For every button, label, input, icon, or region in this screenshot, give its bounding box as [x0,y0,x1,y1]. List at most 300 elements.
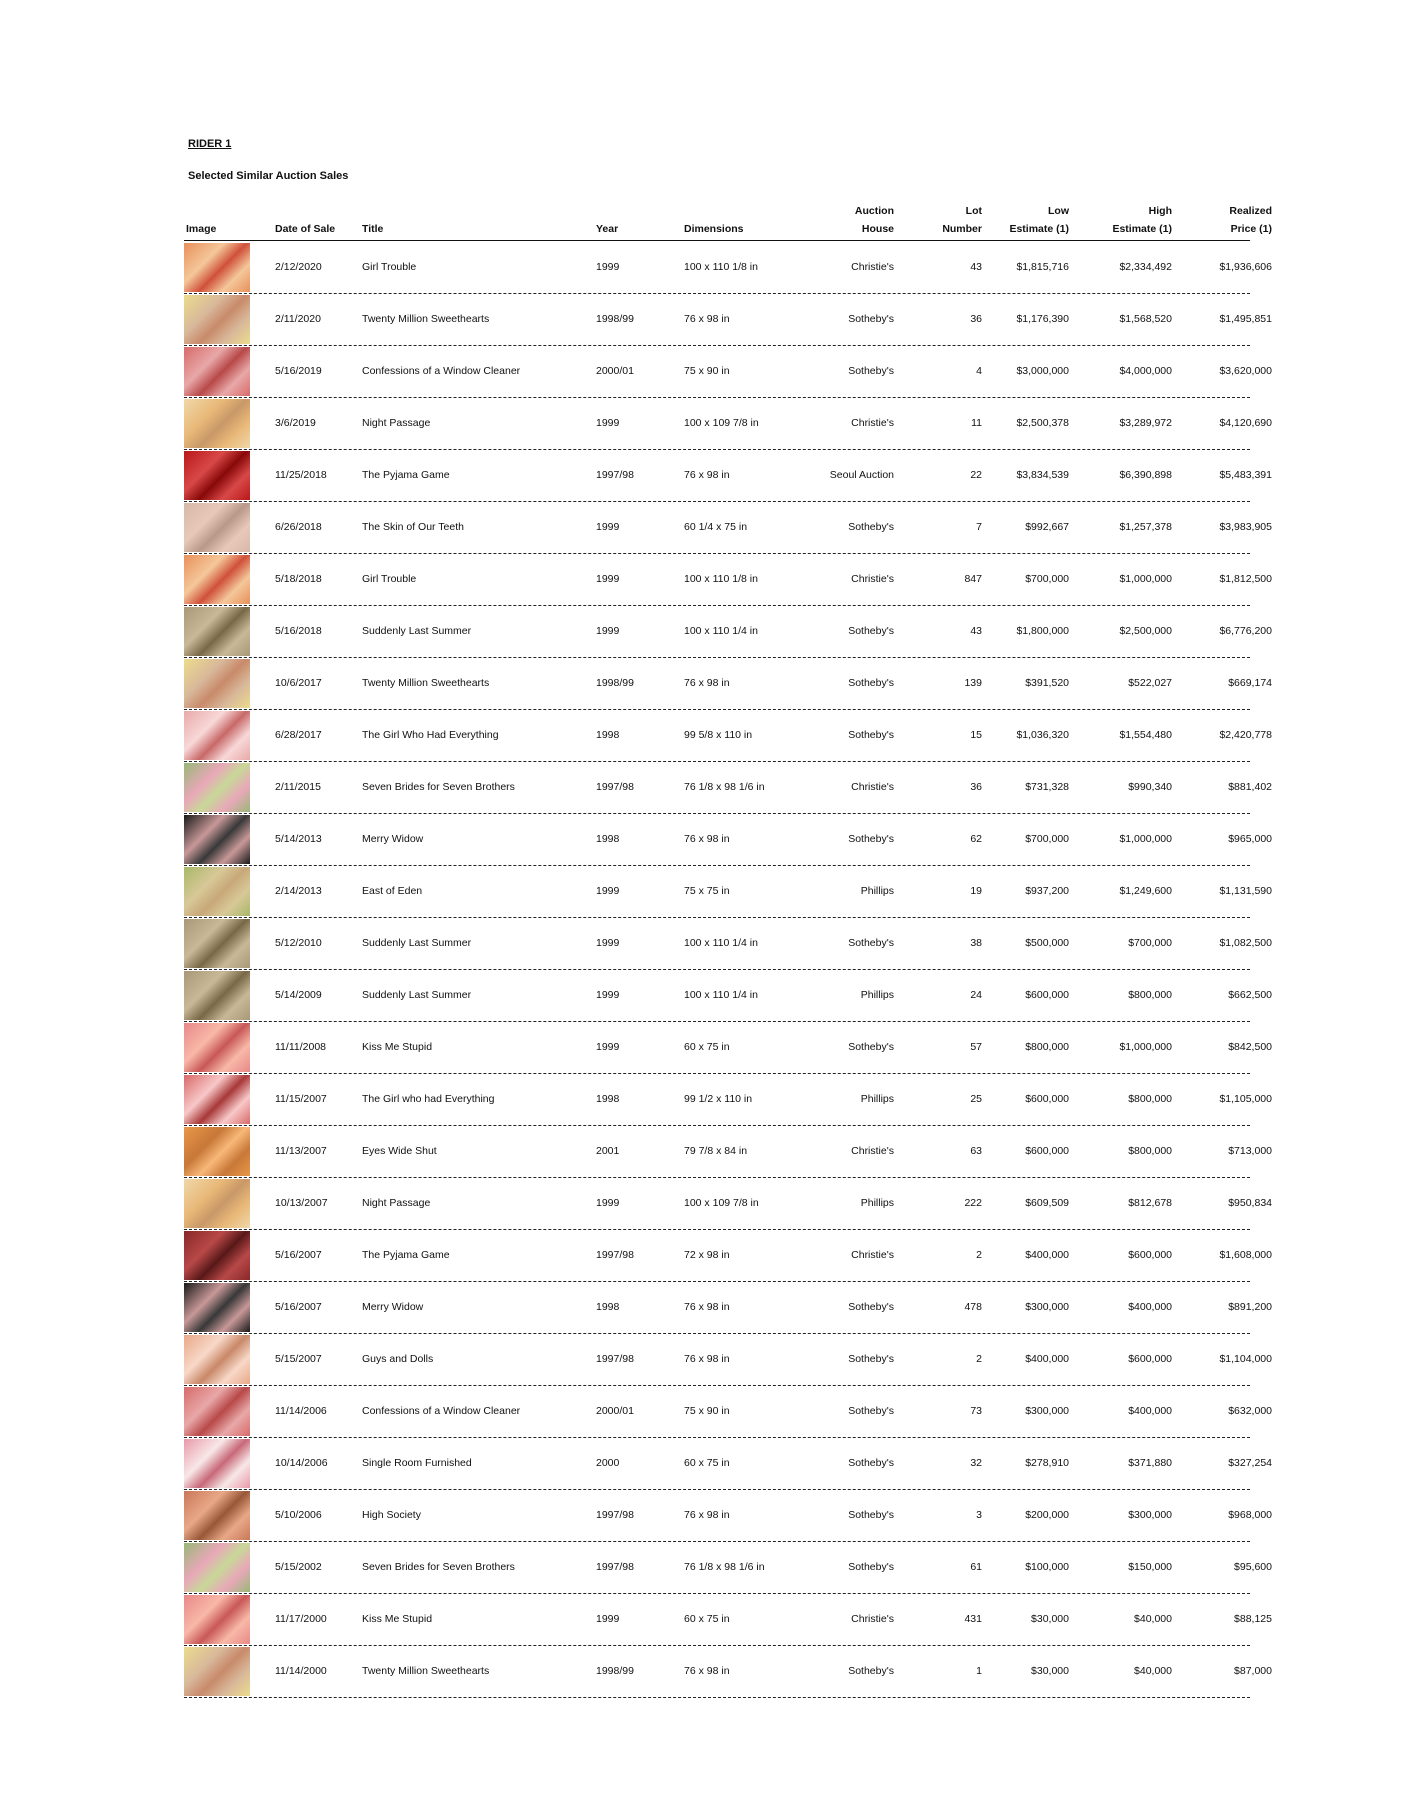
cell-lot: 61 [970,1561,982,1573]
cell-date: 11/13/2007 [275,1145,327,1157]
table-row [184,762,1272,814]
artwork-thumbnail [184,1023,250,1072]
artwork-thumbnail [184,1595,250,1644]
cell-title: Seven Brides for Seven Brothers [362,1561,515,1573]
cell-realized: $891,200 [1228,1301,1272,1313]
cell-high: $4,000,000 [1119,365,1172,377]
table-row [184,502,1272,554]
cell-house: Sotheby's [848,937,894,949]
cell-title: Kiss Me Stupid [362,1613,433,1625]
cell-date: 11/11/2008 [275,1041,326,1053]
artwork-thumbnail [184,1543,250,1592]
cell-date: 5/16/2007 [275,1301,322,1313]
cell-lot: 1 [976,1665,982,1677]
cell-low: $391,520 [1025,677,1069,689]
cell-low: $700,000 [1025,573,1069,585]
header-auction-line2: House [861,223,894,235]
cell-lot: 25 [970,1093,982,1105]
header-lot-line2: Number [942,223,982,235]
cell-date: 2/11/2020 [275,313,321,325]
cell-lot: 63 [970,1145,982,1157]
cell-year: 1999 [596,521,620,533]
artwork-thumbnail [184,347,250,396]
cell-dimensions: 76 x 98 in [684,313,730,325]
table-row [184,1334,1272,1386]
cell-house: Phillips [860,1093,894,1105]
cell-realized: $950,834 [1228,1197,1272,1209]
cell-high: $800,000 [1128,1145,1172,1157]
table-row [184,450,1272,502]
cell-high: $812,678 [1128,1197,1172,1209]
cell-realized: $4,120,690 [1219,417,1272,429]
cell-realized: $5,483,391 [1219,469,1272,481]
cell-lot: 11 [971,417,982,429]
cell-house: Sotheby's [848,521,894,533]
cell-high: $400,000 [1128,1301,1172,1313]
artwork-thumbnail [184,451,250,500]
cell-year: 1997/98 [596,1249,634,1261]
cell-year: 1998/99 [596,677,634,689]
header-title: Title [362,223,384,235]
cell-low: $400,000 [1025,1249,1069,1261]
cell-date: 5/16/2019 [275,365,322,377]
cell-date: 6/26/2018 [275,521,322,533]
cell-date: 11/25/2018 [275,469,327,481]
cell-realized: $1,495,851 [1219,313,1272,325]
cell-high: $800,000 [1128,1093,1172,1105]
artwork-thumbnail [184,815,250,864]
artwork-thumbnail [184,1647,250,1696]
cell-low: $1,815,716 [1016,261,1069,273]
cell-dimensions: 79 7/8 x 84 in [684,1145,748,1157]
cell-dimensions: 75 x 90 in [684,1405,730,1417]
cell-year: 1999 [596,1197,620,1209]
cell-high: $1,554,480 [1119,729,1172,741]
cell-dimensions: 100 x 110 1/4 in [684,989,758,1001]
cell-lot: 36 [970,781,982,793]
cell-high: $371,880 [1128,1457,1172,1469]
cell-realized: $669,174 [1228,677,1272,689]
cell-title: Single Room Furnished [362,1457,472,1469]
cell-house: Christie's [851,261,894,273]
cell-high: $1,249,600 [1119,885,1172,897]
cell-house: Phillips [860,1197,894,1209]
cell-title: Confessions of a Window Cleaner [362,365,521,377]
cell-low: $600,000 [1025,1093,1069,1105]
artwork-thumbnail [184,1387,250,1436]
table-row [184,658,1272,710]
cell-date: 2/12/2020 [275,261,322,273]
auction-sales-table [184,242,1272,1698]
cell-lot: 73 [970,1405,982,1417]
cell-dimensions: 100 x 110 1/8 in [684,573,758,585]
cell-high: $522,027 [1128,677,1172,689]
cell-date: 5/10/2006 [275,1509,322,1521]
cell-house: Christie's [851,573,894,585]
cell-date: 10/13/2007 [275,1197,328,1209]
cell-date: 11/14/2000 [275,1665,327,1677]
cell-realized: $6,776,200 [1219,625,1272,637]
cell-high: $150,000 [1128,1561,1172,1573]
artwork-thumbnail [184,711,250,760]
cell-dimensions: 76 x 98 in [684,833,730,845]
header-low-line2: Estimate (1) [1009,223,1069,235]
cell-year: 1999 [596,261,620,273]
cell-realized: $632,000 [1228,1405,1272,1417]
cell-realized: $1,104,000 [1219,1353,1272,1365]
cell-date: 5/12/2010 [275,937,322,949]
table-row [184,1282,1272,1334]
cell-high: $1,000,000 [1119,1041,1172,1053]
cell-high: $40,000 [1134,1613,1172,1625]
cell-low: $30,000 [1031,1665,1069,1677]
cell-lot: 2 [976,1249,982,1261]
cell-house: Sotheby's [848,729,894,741]
cell-dimensions: 76 x 98 in [684,1665,730,1677]
cell-realized: $3,620,000 [1219,365,1272,377]
cell-high: $3,289,972 [1119,417,1172,429]
cell-low: $278,910 [1025,1457,1069,1469]
cell-realized: $1,812,500 [1219,573,1272,585]
cell-lot: 15 [970,729,982,741]
cell-house: Sotheby's [848,677,894,689]
cell-date: 5/18/2018 [275,573,322,585]
cell-house: Seoul Auction [829,469,894,481]
artwork-thumbnail [184,295,250,344]
header-lot-number [904,202,982,238]
table-row [184,970,1272,1022]
cell-year: 1998 [596,729,620,741]
cell-dimensions: 60 x 75 in [684,1457,730,1469]
cell-date: 2/14/2013 [275,885,322,897]
cell-realized: $713,000 [1228,1145,1272,1157]
header-low-estimate [974,202,1069,238]
table-row [184,1386,1272,1438]
cell-house: Phillips [860,885,894,897]
cell-dimensions: 76 1/8 x 98 1/6 in [684,781,765,793]
cell-year: 1999 [596,417,620,429]
cell-date: 10/6/2017 [275,677,322,689]
cell-year: 2001 [596,1145,620,1157]
cell-year: 1999 [596,1041,620,1053]
table-row [184,1230,1272,1282]
cell-realized: $1,105,000 [1219,1093,1272,1105]
cell-dimensions: 76 x 98 in [684,677,730,689]
artwork-thumbnail [184,1491,250,1540]
cell-year: 1999 [596,1613,620,1625]
cell-realized: $95,600 [1234,1561,1272,1573]
cell-high: $1,257,378 [1119,521,1172,533]
artwork-thumbnail [184,1335,250,1384]
cell-low: $300,000 [1025,1405,1069,1417]
cell-title: Merry Widow [362,833,424,845]
cell-house: Christie's [851,1249,894,1261]
cell-year: 1998 [596,1093,620,1105]
cell-realized: $2,420,778 [1219,729,1272,741]
cell-house: Sotheby's [848,625,894,637]
cell-lot: 62 [970,833,982,845]
cell-low: $100,000 [1025,1561,1069,1573]
cell-year: 1999 [596,937,620,949]
cell-realized: $3,983,905 [1219,521,1272,533]
cell-high: $990,340 [1128,781,1172,793]
table-header [184,204,1272,241]
artwork-thumbnail [184,659,250,708]
cell-low: $600,000 [1025,1145,1069,1157]
cell-high: $6,390,898 [1119,469,1172,481]
cell-house: Sotheby's [848,833,894,845]
table-row [184,294,1272,346]
table-row [184,242,1272,294]
header-date: Date of Sale [275,223,336,235]
cell-dimensions: 100 x 110 1/4 in [684,625,758,637]
cell-dimensions: 75 x 75 in [684,885,730,897]
cell-title: Twenty Million Sweethearts [362,1665,490,1677]
cell-title: Girl Trouble [362,261,417,273]
cell-low: $800,000 [1025,1041,1069,1053]
cell-dimensions: 60 x 75 in [684,1041,730,1053]
header-image: Image [186,223,217,235]
cell-year: 2000/01 [596,365,634,377]
cell-dimensions: 75 x 90 in [684,365,730,377]
header-realized-line1: Realized [1229,205,1272,217]
header-year: Year [596,223,619,235]
cell-date: 5/15/2007 [275,1353,322,1365]
cell-title: Suddenly Last Summer [362,937,472,949]
cell-lot: 24 [970,989,982,1001]
cell-low: $1,800,000 [1016,625,1069,637]
cell-realized: $87,000 [1234,1665,1272,1677]
cell-title: Merry Widow [362,1301,424,1313]
cell-title: Night Passage [362,1197,431,1209]
header-lot-line1: Lot [965,205,982,217]
cell-year: 1998/99 [596,313,634,325]
cell-year: 1997/98 [596,1509,634,1521]
cell-date: 5/14/2009 [275,989,322,1001]
artwork-thumbnail [184,1127,250,1176]
cell-house: Christie's [851,1613,894,1625]
table-row [184,606,1272,658]
cell-title: Kiss Me Stupid [362,1041,433,1053]
cell-low: $200,000 [1025,1509,1069,1521]
cell-title: The Girl who had Everything [362,1093,495,1105]
cell-lot: 847 [964,573,982,585]
header-dimensions: Dimensions [684,223,744,235]
artwork-thumbnail [184,763,250,812]
cell-title: The Girl Who Had Everything [362,729,499,741]
cell-dimensions: 99 5/8 x 110 in [684,729,753,741]
header-realized-price [1174,202,1272,238]
table-row [184,1646,1272,1698]
cell-year: 1997/98 [596,1353,634,1365]
cell-year: 1997/98 [596,469,634,481]
cell-low: $937,200 [1025,885,1069,897]
table-row [184,1126,1272,1178]
cell-realized: $662,500 [1228,989,1272,1001]
cell-lot: 431 [964,1613,982,1625]
cell-lot: 139 [964,677,982,689]
table-row [184,918,1272,970]
header-auction-house [794,202,894,238]
cell-year: 1998 [596,833,620,845]
cell-low: $731,328 [1025,781,1069,793]
cell-dimensions: 100 x 109 7/8 in [684,417,759,429]
cell-house: Sotheby's [848,1665,894,1677]
cell-year: 2000 [596,1457,620,1469]
cell-year: 1998/99 [596,1665,634,1677]
cell-high: $400,000 [1128,1405,1172,1417]
cell-date: 2/11/2015 [275,781,321,793]
cell-low: $500,000 [1025,937,1069,949]
cell-lot: 43 [970,625,982,637]
cell-dimensions: 100 x 110 1/8 in [684,261,758,273]
cell-title: East of Eden [362,885,423,897]
header-high-estimate [1074,202,1172,238]
cell-title: Suddenly Last Summer [362,625,472,637]
cell-realized: $968,000 [1228,1509,1272,1521]
cell-dimensions: 99 1/2 x 110 in [684,1093,753,1105]
artwork-thumbnail [184,555,250,604]
artwork-thumbnail [184,503,250,552]
cell-realized: $1,608,000 [1219,1249,1272,1261]
artwork-thumbnail [184,867,250,916]
cell-realized: $1,082,500 [1219,937,1272,949]
cell-title: Twenty Million Sweethearts [362,313,490,325]
cell-title: Seven Brides for Seven Brothers [362,781,515,793]
cell-title: Twenty Million Sweethearts [362,677,490,689]
cell-house: Sotheby's [848,1561,894,1573]
cell-high: $800,000 [1128,989,1172,1001]
cell-high: $700,000 [1128,937,1172,949]
cell-dimensions: 60 x 75 in [684,1613,730,1625]
table-row [184,814,1272,866]
cell-low: $300,000 [1025,1301,1069,1313]
cell-dimensions: 76 x 98 in [684,1301,730,1313]
cell-lot: 36 [970,313,982,325]
cell-house: Sotheby's [848,1353,894,1365]
cell-high: $1,000,000 [1119,833,1172,845]
cell-title: The Pyjama Game [362,1249,450,1261]
cell-high: $300,000 [1128,1509,1172,1521]
cell-house: Sotheby's [848,1041,894,1053]
cell-date: 5/16/2007 [275,1249,322,1261]
cell-year: 1997/98 [596,1561,634,1573]
cell-dimensions: 76 x 98 in [684,1353,730,1365]
cell-high: $600,000 [1128,1353,1172,1365]
cell-date: 11/17/2000 [275,1613,327,1625]
cell-title: Girl Trouble [362,573,417,585]
table-row [184,1438,1272,1490]
cell-lot: 57 [970,1041,982,1053]
cell-title: The Skin of Our Teeth [362,521,464,533]
cell-year: 1999 [596,989,620,1001]
table-subtitle: Selected Similar Auction Sales [188,170,349,182]
cell-house: Sotheby's [848,1457,894,1469]
table-row [184,554,1272,606]
cell-low: $1,176,390 [1016,313,1069,325]
cell-low: $1,036,320 [1016,729,1069,741]
cell-realized: $881,402 [1228,781,1272,793]
cell-low: $400,000 [1025,1353,1069,1365]
cell-realized: $327,254 [1228,1457,1272,1469]
cell-dimensions: 76 1/8 x 98 1/6 in [684,1561,765,1573]
cell-realized: $1,131,590 [1219,885,1272,897]
cell-year: 1999 [596,573,620,585]
cell-lot: 478 [964,1301,982,1313]
artwork-thumbnail [184,971,250,1020]
artwork-thumbnail [184,1179,250,1228]
cell-title: Confessions of a Window Cleaner [362,1405,521,1417]
cell-realized: $88,125 [1234,1613,1272,1625]
artwork-thumbnail [184,1231,250,1280]
cell-date: 5/16/2018 [275,625,322,637]
cell-lot: 3 [976,1509,982,1521]
cell-title: High Society [362,1509,421,1521]
cell-title: The Pyjama Game [362,469,450,481]
table-row [184,398,1272,450]
cell-low: $600,000 [1025,989,1069,1001]
cell-year: 1997/98 [596,781,634,793]
rider-heading: RIDER 1 [188,138,232,150]
cell-low: $609,509 [1025,1197,1069,1209]
cell-house: Sotheby's [848,313,894,325]
cell-realized: $965,000 [1228,833,1272,845]
table-row [184,710,1272,762]
cell-dimensions: 76 x 98 in [684,469,730,481]
cell-high: $1,000,000 [1119,573,1172,585]
cell-date: 6/28/2017 [275,729,322,741]
cell-house: Sotheby's [848,1509,894,1521]
cell-lot: 2 [976,1353,982,1365]
header-auction-line1: Auction [854,205,894,217]
cell-lot: 38 [970,937,982,949]
cell-dimensions: 100 x 109 7/8 in [684,1197,759,1209]
cell-date: 5/15/2002 [275,1561,322,1573]
cell-low: $30,000 [1031,1613,1069,1625]
cell-realized: $1,936,606 [1219,261,1272,273]
table-row [184,1490,1272,1542]
cell-title: Suddenly Last Summer [362,989,472,1001]
cell-low: $700,000 [1025,833,1069,845]
table-row [184,866,1272,918]
header-high-line1: High [1148,205,1172,217]
cell-low: $2,500,378 [1016,417,1069,429]
cell-title: Night Passage [362,417,431,429]
cell-lot: 22 [970,469,982,481]
table-row [184,1074,1272,1126]
cell-low: $3,834,539 [1016,469,1069,481]
cell-house: Christie's [851,781,894,793]
cell-high: $600,000 [1128,1249,1172,1261]
artwork-thumbnail [184,919,250,968]
cell-high: $2,500,000 [1119,625,1172,637]
table-row [184,346,1272,398]
cell-lot: 19 [970,885,982,897]
artwork-thumbnail [184,1075,250,1124]
cell-year: 1999 [596,625,620,637]
cell-house: Christie's [851,1145,894,1157]
cell-date: 11/15/2007 [275,1093,327,1105]
cell-date: 3/6/2019 [275,417,316,429]
cell-date: 10/14/2006 [275,1457,328,1469]
table-row [184,1178,1272,1230]
cell-lot: 32 [970,1457,982,1469]
cell-lot: 222 [964,1197,982,1209]
cell-house: Sotheby's [848,1301,894,1313]
artwork-thumbnail [184,607,250,656]
cell-high: $40,000 [1134,1665,1172,1677]
cell-dimensions: 76 x 98 in [684,1509,730,1521]
